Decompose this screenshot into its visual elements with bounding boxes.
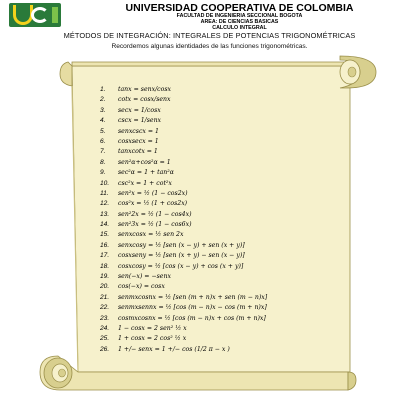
identity-number: 16. xyxy=(100,241,110,249)
identity-number: 3. xyxy=(100,106,106,114)
identity-formula: cscx = 1/senx xyxy=(118,117,162,125)
identity-item xyxy=(100,189,330,199)
identity-formula: sen(−x) = −senx xyxy=(118,273,171,281)
identity-item xyxy=(100,85,330,95)
identity-item xyxy=(100,137,330,147)
identity-item xyxy=(100,179,330,189)
identity-number: 24. xyxy=(100,324,110,332)
identity-formula: senxcosx = ½ sen 2x xyxy=(118,231,184,239)
identity-formula: sen²3x = ½ (1 − cos6x) xyxy=(118,221,192,229)
document-title: MÉTODOS DE INTEGRACIÓN: INTEGRALES DE POTENCIAS TRIGONOMÉTRICAS xyxy=(63,31,356,40)
identity-item xyxy=(100,147,330,157)
identity-number: 14. xyxy=(100,221,110,229)
identity-formula: senmxcosnx = ½ [sen (m + n)x + sen (m − n)x] xyxy=(118,293,268,301)
identities-list xyxy=(100,85,330,355)
identity-number: 5. xyxy=(100,127,106,135)
identity-formula: tanx = senx/cosx xyxy=(118,86,172,93)
identity-number: 15. xyxy=(100,231,110,239)
identity-item xyxy=(100,241,330,251)
identity-number: 4. xyxy=(100,117,106,125)
course-name: CALCULO INTEGRAL xyxy=(212,25,267,31)
identity-item xyxy=(100,116,330,126)
identity-number: 9. xyxy=(100,169,106,177)
identity-formula: senxcscx = 1 xyxy=(118,127,159,135)
identity-number: 20. xyxy=(100,283,110,291)
identity-formula: tanxcotx = 1 xyxy=(118,148,158,156)
identity-item xyxy=(100,230,330,240)
identity-item xyxy=(100,334,330,344)
identity-item xyxy=(100,106,330,116)
identity-formula: sen²2x = ½ (1 − cos4x) xyxy=(118,210,192,218)
identity-formula: 1 +/− senx = 1 +/− cos (1/2 π − x ) xyxy=(118,345,230,353)
identity-item xyxy=(100,293,330,303)
identity-number: 18. xyxy=(100,262,110,270)
identity-formula: senmxsennx = ½ [cos (m − n)x − cos (m + n)x] xyxy=(118,304,267,312)
identity-item xyxy=(100,210,330,220)
identity-formula: csc²x = 1 + cot²x xyxy=(118,179,172,187)
identity-item xyxy=(100,127,330,137)
identity-formula: sen²x = ½ (1 − cos2x) xyxy=(118,189,188,197)
faculty-name: FACULTAD DE INGENIERIA SECCIONAL BOGOTA xyxy=(176,13,303,19)
identity-number: 12. xyxy=(100,200,110,208)
identity-item xyxy=(100,272,330,282)
identity-formula: 1 − cosx = 2 sen² ½ x xyxy=(118,324,187,332)
identity-number: 10. xyxy=(100,179,110,187)
identity-item xyxy=(100,168,330,178)
identity-number: 7. xyxy=(100,148,106,156)
identity-item xyxy=(100,251,330,261)
identity-formula: cos²x = ½ (1 + cos2x) xyxy=(118,200,188,208)
identity-item xyxy=(100,314,330,324)
identity-item xyxy=(100,158,330,168)
identity-number: 6. xyxy=(100,137,106,145)
identity-formula: cotx = cosx/senx xyxy=(118,96,171,104)
identity-number: 2. xyxy=(100,96,106,104)
identity-item xyxy=(100,345,330,355)
identity-formula: cosxseny = ½ [sen (x + y) − sen (x − y)] xyxy=(118,252,245,260)
identity-formula: cosmxcosnx = ½ [cos (m − n)x + cos (m + n)x] xyxy=(118,314,266,322)
identity-formula: sen²α+cos²α = 1 xyxy=(118,158,171,166)
identity-item xyxy=(100,95,330,105)
identity-item xyxy=(100,303,330,313)
university-name: UNIVERSIDAD COOPERATIVA DE COLOMBIA xyxy=(125,2,354,14)
identity-item xyxy=(100,199,330,209)
identity-number: 13. xyxy=(100,210,110,218)
identity-number: 19. xyxy=(100,273,110,281)
intro-text: Recordemos algunas identidades de las funciones trigonométricas. xyxy=(111,43,308,50)
identity-number: 11. xyxy=(100,189,109,197)
identity-formula: 1 + cosx = 2 cos² ½ x xyxy=(118,335,187,343)
identity-formula: cosxsecx = 1 xyxy=(118,137,159,145)
identity-item xyxy=(100,282,330,292)
identity-number: 23. xyxy=(100,314,110,322)
identity-item xyxy=(100,324,330,334)
identity-number: 21. xyxy=(100,293,110,301)
identity-number: 1. xyxy=(100,86,106,93)
identity-formula: senxcosy = ½ [sen (x − y) + sen (x + y)] xyxy=(118,241,245,249)
identity-formula: sec²α = 1 + tan²α xyxy=(118,169,174,177)
identity-item xyxy=(100,220,330,230)
identity-formula: cosxcosy = ½ [cos (x − y) + cos (x + y)] xyxy=(118,262,244,270)
area-name: AREA: DE CIENCIAS BASICAS xyxy=(200,19,279,25)
identity-number: 8. xyxy=(100,158,106,166)
identity-number: 26. xyxy=(100,345,110,353)
identity-number: 17. xyxy=(100,252,110,260)
identity-formula: cos(−x) = cosx xyxy=(118,283,165,291)
identity-item xyxy=(100,262,330,272)
identity-formula: secx = 1/cosx xyxy=(118,106,161,114)
identity-number: 25. xyxy=(100,335,110,343)
identity-number: 22. xyxy=(100,304,110,312)
